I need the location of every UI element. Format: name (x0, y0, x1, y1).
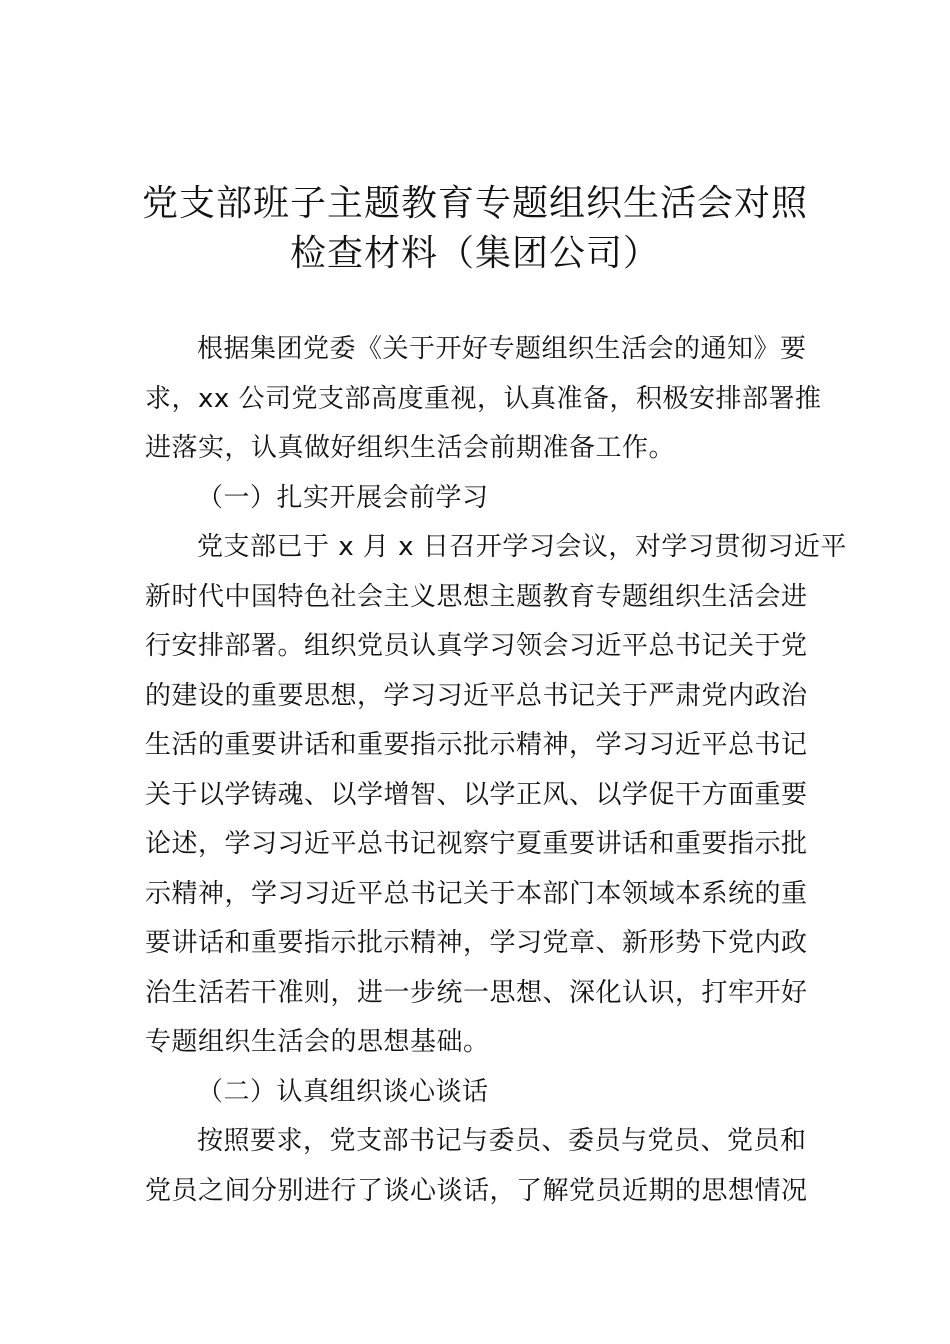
paragraph-line: 党员之间分别进行了谈心谈话，了解党员近期的思想情况 (145, 1175, 808, 1206)
paragraph-study (145, 523, 847, 1068)
paragraph-line: 示精神，学习习近平总书记关于本部门本领域本系统的重 (145, 878, 808, 909)
paragraph-line: 求，xx 公司党支部高度重视，认真准备，积极安排部署推 (145, 383, 822, 414)
paragraph-line: 治生活若干准则，进一步统一思想、深化认识，打牢开好 (145, 977, 808, 1008)
document-title-line-2: 检查材料（集团公司） (289, 233, 660, 274)
paragraph-line: 关于以学铸魂、以学增智、以学正风、以学促干方面重要 (145, 779, 808, 810)
paragraph-line: 根据集团党委《关于开好专题组织生活会的通知》要 (197, 334, 807, 364)
paragraph-intro (145, 325, 825, 474)
paragraph-line: 要讲话和重要指示批示精神，学习党章、新形势下党内政 (145, 928, 808, 958)
paragraph-talks (145, 1117, 825, 1216)
paragraph-line: 生活的重要讲话和重要指示批示精神，学习习近平总书记 (145, 730, 808, 760)
paragraph-line: 行安排部署。组织党员认真学习领会习近平总书记关于党 (145, 631, 808, 661)
paragraph-line: 进落实，认真做好组织生活会前期准备工作。 (145, 433, 676, 463)
paragraph-line: 论述，学习习近平总书记视察宁夏重要讲话和重要指示批 (145, 829, 808, 859)
paragraph-line: 新时代中国特色社会主义思想主题教育专题组织生活会进 (145, 581, 808, 612)
paragraph-line: 的建设的重要思想，学习习近平总书记关于严肃党内政治 (145, 680, 808, 711)
section-heading-text: （二）认真组织谈心谈话 (197, 1076, 489, 1107)
document-title-line-1: 党支部班子主题教育专题组织生活会对照 (141, 183, 808, 224)
section-heading-1 (145, 474, 825, 524)
section-heading-2 (145, 1068, 825, 1118)
section-heading-text: （一）扎实开展会前学习 (197, 482, 489, 513)
paragraph-line: 专题组织生活会的思想基础。 (145, 1027, 490, 1057)
paragraph-line: 按照要求，党支部书记与委员、委员与党员、党员和 (197, 1126, 807, 1156)
paragraph-line: 党支部已于 x 月 x 日召开学习会议，对学习贯彻习近平 (197, 532, 847, 562)
document-body (145, 325, 847, 1216)
